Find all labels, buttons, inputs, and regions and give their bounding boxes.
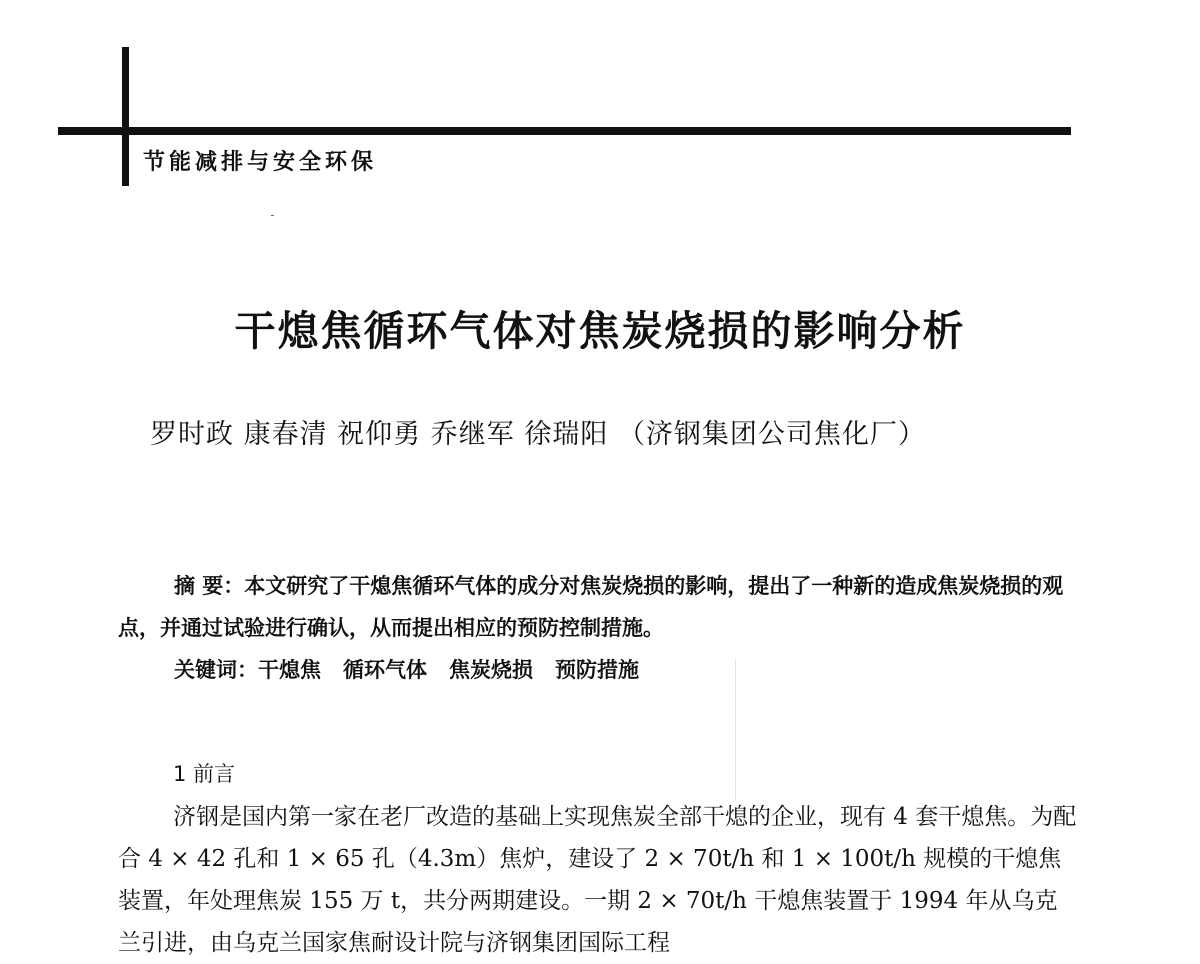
keyword-item: 干熄焦 <box>258 657 321 682</box>
keywords-line <box>174 649 1078 691</box>
keyword-item: 焦炭烧损 <box>449 657 533 682</box>
section-heading: 1 前言 <box>173 762 236 786</box>
keyword-item: 循环气体 <box>343 657 427 682</box>
section-tag: 节能减排与安全环保 <box>143 150 378 175</box>
header-horizontal-rule <box>58 127 1071 135</box>
header-vertical-rule <box>122 47 129 186</box>
article-authors: 罗时政 康春清 祝仰勇 乔继军 徐瑞阳 （济钢集团公司焦化厂） <box>150 419 926 450</box>
section-body-text: 济钢是国内第一家在老厂改造的基础上实现焦炭全部干熄的企业，现有 4 套干熄焦。为配合 4 × 42 孔和 1 × 65 孔（4.3m）焦炉，建设了 2 × 70t/h 和 1 × 100t/h 规模的干熄焦装置，年处理焦炭 155 万 t，共分两期建设。一期 2 × 70t/h 干熄焦装置于 1994 年从乌克兰引进，由乌克兰国家焦耐设计院与济钢集团国际工程 <box>118 804 1077 956</box>
keywords-label: 关键词： <box>174 657 258 682</box>
scan-speck <box>271 215 274 216</box>
article-title: 干熄焦循环气体对焦炭烧损的影响分析 <box>234 307 966 355</box>
keyword-item: 预防措施 <box>555 657 639 682</box>
abstract-text: 摘 要：本文研究了干熄焦循环气体的成分对焦炭烧损的影响，提出了一种新的造成焦炭烧损的观点，并通过试验进行确认，从而提出相应的预防控制措施。 <box>118 573 1064 640</box>
abstract-block <box>118 565 1078 691</box>
